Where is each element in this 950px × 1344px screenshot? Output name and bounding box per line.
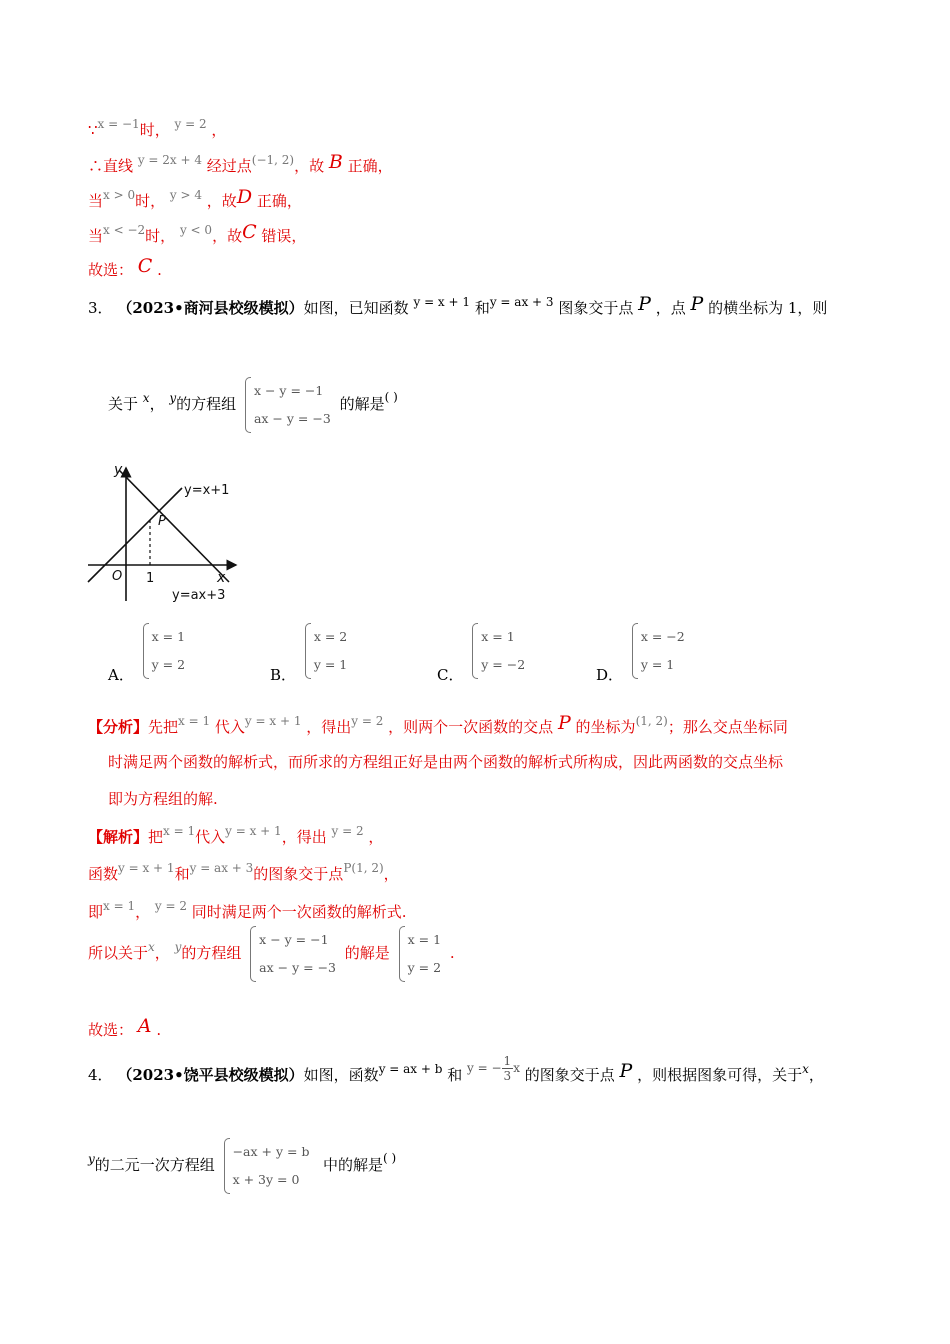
solution-line-4: 所以关于$^x$， $^y$的方程组 x − y = −1 ax − y = −3 的解是 x = 1 y = 2 . xyxy=(88,926,455,982)
point-p-label: P xyxy=(158,514,166,529)
q3-equation-system: x − y = −1 ax − y = −3 xyxy=(245,377,331,433)
line1-label: y=x+1 xyxy=(184,483,230,498)
q3-stem-line-1: 3． （2023•商河县校级模拟）如图，已知函数 $^{y = x + 1}$ 和$^{y = ax + 3}$ 图象交于点 P ，点 P 的横坐标为 1，则 xyxy=(88,293,828,317)
option-c[interactable]: C． x = 1 y = −2 xyxy=(437,623,529,679)
q3-graph xyxy=(84,458,244,606)
solution-line-3: 即$^{x = 1}$， $^{y = 2}$ 同时满足两个一次函数的解析式. xyxy=(88,899,407,921)
analysis-line-3: 即为方程组的解. xyxy=(108,790,218,808)
prev-line-1: ∵$^{x = -1}$时， $^{y = 2}$ ， xyxy=(88,117,227,139)
x-axis-label: x xyxy=(217,570,226,586)
solution-line-5: 故选： A . xyxy=(88,1015,162,1039)
prev-line-5: 故选： C . xyxy=(88,255,162,279)
origin-label: O xyxy=(112,569,123,584)
analysis-line-2: 时满足两个函数的解析式，而所求的方程组正好是由两个函数的解析式所构成，因此两函数的交点坐标 xyxy=(108,753,784,771)
q3-stem-line-2: 关于 $^x$， $^y$的方程组 x − y = −1 ax − y = −3 的解是( ) xyxy=(108,377,398,433)
line-y-x-plus-1 xyxy=(88,488,182,582)
q4-equation-system: −ax + y = b x + 3y = 0 xyxy=(224,1138,310,1194)
solution-line-1: 【解析】把$^{x = 1}$代入$^{y = x + 1}$，得出 $^{y = 2}$ ， xyxy=(88,824,384,846)
analysis-line-1: 【分析】先把$^{x = 1}$ 代入$^{y = x + 1}$ ，得出$^{y = 2}$ ，则两个一次函数的交点 P 的坐标为$^{(1, 2)}$；那么交点坐标同 xyxy=(88,712,788,736)
q4-stem-line-2: $^y$的二元一次方程组 −ax + y = b x + 3y = 0 中的解是( ) xyxy=(88,1138,396,1194)
tick-label: 1 xyxy=(146,571,155,586)
solution-line-2: 函数$^{y = x + 1}$和$^{y = ax + 3}$的图象交于点$^{P(1, 2)}$， xyxy=(88,861,399,883)
y-axis-label: y xyxy=(114,462,123,478)
option-a[interactable]: A． x = 1 y = 2 xyxy=(108,623,189,679)
solution-equation-system: x − y = −1 ax − y = −3 xyxy=(250,926,336,982)
q4-stem-line-1: 4． （2023•饶平县校级模拟）如图，函数$^{y = ax + b}$ 和 $^{y = - \frac{1}{3} x}$ 的图象交于点 P ，则根据图象可得，关于$^x$， xyxy=(88,1054,824,1084)
option-d[interactable]: D． x = −2 y = 1 xyxy=(596,623,689,679)
prev-line-2: ∴直线 $^{y = 2x + 4}$ 经过点$^{(-1, 2)}$，故 B 正确， xyxy=(88,151,393,175)
solution-answer-system: x = 1 y = 2 xyxy=(399,926,441,982)
option-b[interactable]: B． x = 2 y = 1 xyxy=(270,623,351,679)
prev-line-3: 当$^{x > 0}$时， $^{y > 4}$ ，故D 正确， xyxy=(88,186,302,210)
prev-line-4: 当$^{x < -2}$时， $^{y < 0}$，故C 错误， xyxy=(88,221,307,245)
line2-label: y=ax+3 xyxy=(172,588,226,603)
